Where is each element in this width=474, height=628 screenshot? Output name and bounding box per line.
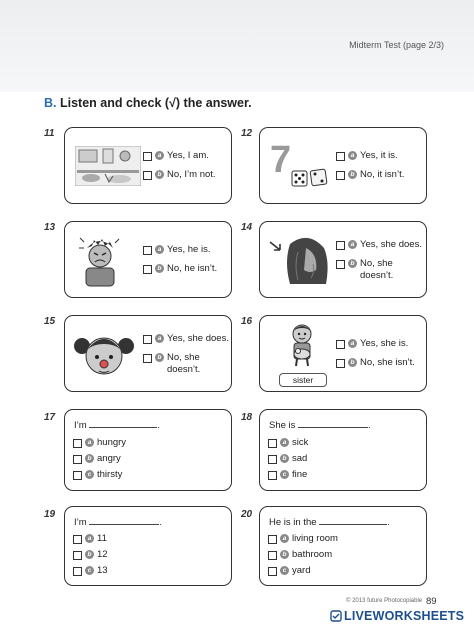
question-number: 11 [44, 128, 55, 139]
question-box-15 [64, 315, 232, 392]
option-19a[interactable] [73, 533, 107, 545]
question-number: 19 [44, 509, 56, 520]
checkbox[interactable] [268, 567, 277, 576]
option-17c[interactable] [73, 469, 122, 481]
checkbox[interactable] [143, 354, 152, 363]
option-text: 11 [97, 533, 107, 544]
question-number: 17 [44, 412, 56, 423]
option-15b[interactable] [143, 352, 227, 376]
option-19b[interactable] [73, 549, 108, 561]
option-17a[interactable] [73, 437, 126, 449]
option-20a[interactable] [268, 533, 338, 545]
checkbox[interactable] [143, 152, 152, 161]
question-box-16 [259, 315, 427, 392]
option-text: Yes, she does. [167, 333, 229, 344]
option-letter-badge: a [280, 438, 289, 447]
prompt-line: I’m . [74, 517, 162, 528]
option-12b[interactable] [336, 169, 404, 181]
option-text: 13 [97, 565, 108, 576]
checkbox[interactable] [268, 439, 277, 448]
option-text: sick [292, 437, 309, 448]
answer-blank[interactable] [319, 515, 387, 525]
checkbox[interactable] [268, 455, 277, 464]
option-11a[interactable] [143, 150, 209, 162]
question-number: 15 [44, 316, 56, 327]
option-15a[interactable] [143, 333, 229, 345]
option-text: No, it isn’t. [360, 169, 405, 180]
prompt-text: I’m [74, 517, 87, 528]
sister-with-dog-illustration [282, 322, 322, 368]
option-17b[interactable] [73, 453, 121, 465]
checkbox[interactable] [268, 535, 277, 544]
option-letter-badge: b [155, 264, 164, 273]
option-text: thirsty [97, 469, 123, 480]
checkbox[interactable] [336, 340, 345, 349]
long-hair-illustration [268, 234, 334, 284]
option-text: yard [292, 565, 311, 576]
option-letter-badge: a [280, 534, 289, 543]
option-letter-badge: c [85, 566, 94, 575]
option-text: No, I’m not. [167, 169, 216, 180]
checkbox[interactable] [268, 471, 277, 480]
option-text: Yes, he is. [167, 244, 211, 255]
question-box-12 [259, 127, 427, 204]
option-text: Yes, I am. [167, 150, 209, 161]
checkbox[interactable] [143, 265, 152, 274]
option-letter-badge: b [280, 550, 289, 559]
question-box-14 [259, 221, 427, 298]
option-letter-badge: b [280, 454, 289, 463]
question-number: 14 [241, 222, 253, 233]
option-letter-badge: b [348, 259, 357, 268]
option-letter-badge: a [348, 240, 357, 249]
question-box-17 [64, 409, 232, 491]
option-letter-badge: a [85, 534, 94, 543]
liveworksheets-logo[interactable] [330, 609, 464, 623]
brand-text: LIVEWORKSHEETS [344, 609, 465, 623]
answer-blank[interactable] [298, 418, 368, 428]
option-19c[interactable] [73, 565, 108, 577]
option-13a[interactable] [143, 244, 210, 256]
checkbox[interactable] [73, 567, 82, 576]
option-text: No, she isn’t. [360, 357, 415, 368]
option-text: No, she doesn’t. [360, 258, 394, 281]
checkbox[interactable] [143, 335, 152, 344]
option-text: hungry [97, 437, 127, 448]
question-box-13 [64, 221, 232, 298]
question-number: 16 [241, 316, 253, 327]
option-text: angry [97, 453, 121, 464]
option-letter-badge: a [155, 334, 164, 343]
question-number: 12 [241, 128, 253, 139]
checkbox[interactable] [336, 260, 345, 269]
option-11b[interactable] [143, 169, 216, 181]
kitchen-mess-illustration [75, 146, 141, 186]
answer-blank[interactable] [89, 515, 159, 525]
option-letter-badge: b [155, 170, 164, 179]
option-14b[interactable] [336, 258, 420, 282]
checkbox[interactable] [143, 246, 152, 255]
section-instruction: Listen and check (√) the answer. [59, 96, 252, 110]
checkbox[interactable] [336, 359, 345, 368]
option-16a[interactable] [336, 338, 408, 350]
option-text: 12 [97, 549, 108, 560]
option-text: living room [292, 533, 338, 544]
checkbox[interactable] [73, 551, 82, 560]
dice-icon [291, 168, 331, 188]
option-letter-badge: a [155, 151, 164, 160]
page-header-title: Midterm Test (page 2/3) [349, 40, 444, 50]
checkbox[interactable] [268, 551, 277, 560]
section-letter: B. [44, 96, 57, 110]
option-letter-badge: a [155, 245, 164, 254]
option-letter-badge: b [85, 550, 94, 559]
question-number: 18 [241, 412, 253, 423]
checkbox[interactable] [73, 439, 82, 448]
question-box-18 [259, 409, 427, 491]
option-text: No, he isn’t. [167, 263, 218, 274]
option-letter-badge: b [155, 353, 164, 362]
checkbox[interactable] [73, 455, 82, 464]
option-text: Yes, it is. [360, 150, 398, 161]
checkbox[interactable] [143, 171, 152, 180]
section-title [44, 96, 252, 110]
checkbox[interactable] [336, 241, 345, 250]
option-20c[interactable] [268, 565, 310, 577]
prompt-line: I’m . [74, 420, 160, 431]
option-18c[interactable] [268, 469, 307, 481]
option-letter-badge: a [348, 339, 357, 348]
checkbox[interactable] [73, 471, 82, 480]
option-16b[interactable] [336, 357, 415, 369]
option-18a[interactable] [268, 437, 308, 449]
checkbox[interactable] [73, 535, 82, 544]
option-20b[interactable] [268, 549, 332, 561]
sister-label: sister [279, 373, 327, 387]
prompt-text: I’m [74, 420, 87, 431]
checkbox[interactable] [336, 152, 345, 161]
copyright-text: © 2013 future Photocopiable [346, 598, 423, 604]
option-letter-badge: c [280, 470, 289, 479]
option-letter-badge: b [348, 170, 357, 179]
prompt-line: She is . [269, 420, 371, 431]
option-18b[interactable] [268, 453, 307, 465]
checkbox[interactable] [336, 171, 345, 180]
option-letter-badge: b [348, 358, 357, 367]
question-box-19 [64, 506, 232, 586]
option-text: No, she doesn’t. [167, 352, 201, 375]
liveworksheets-icon [330, 610, 342, 622]
prompt-line: He is in the . [269, 517, 390, 528]
page-number: 89 [426, 596, 437, 607]
number-seven-graphic: 7 [270, 139, 292, 181]
option-text: fine [292, 469, 308, 480]
girl-pigtails-illustration [73, 326, 135, 382]
option-letter-badge: a [348, 151, 357, 160]
option-text: bathroom [292, 549, 333, 560]
option-letter-badge: a [85, 438, 94, 447]
option-13b[interactable] [143, 263, 217, 275]
option-text: sad [292, 453, 308, 464]
option-text: Yes, she is. [360, 338, 409, 349]
angry-boy-illustration [77, 234, 123, 290]
question-box-11 [64, 127, 232, 204]
option-letter-badge: b [85, 454, 94, 463]
option-letter-badge: c [280, 566, 289, 575]
prompt-text: She is [269, 420, 296, 431]
option-text: Yes, she does. [360, 239, 422, 250]
question-number: 13 [44, 222, 56, 233]
prompt-text: He is in the [269, 517, 317, 528]
question-number: 20 [241, 509, 253, 520]
answer-blank[interactable] [89, 418, 157, 428]
option-letter-badge: c [85, 470, 94, 479]
question-box-20 [259, 506, 427, 586]
option-12a[interactable] [336, 150, 398, 162]
option-14a[interactable] [336, 239, 422, 251]
